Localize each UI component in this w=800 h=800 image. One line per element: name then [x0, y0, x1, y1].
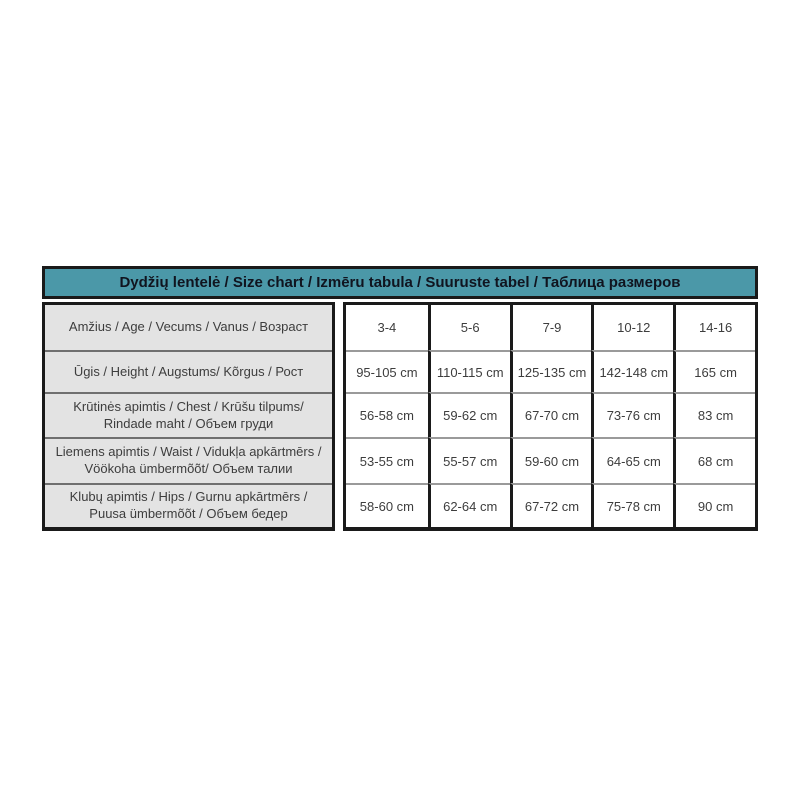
parameter-label-column	[42, 302, 335, 531]
waist-value: 64-65 cm	[591, 437, 673, 483]
row-label-age: Amžius / Age / Vecums / Vanus / Возраст	[68, 319, 309, 335]
hips-value: 67-72 cm	[510, 483, 592, 527]
row-label-height: Ūgis / Height / Augstums/ Kõrgus / Рост	[45, 350, 332, 392]
row-label-waist: Liemens apimtis / Waist / Vidukļa apkārtmērs / Vöökoha ümbermõõt/ Объем талии	[45, 437, 332, 483]
size-chart-table	[42, 266, 758, 531]
height-value: 95-105 cm	[346, 350, 428, 392]
size-chart-title: Dydžių lentelė / Size chart / Izmēru tabula / Suuruste tabel / Таблица размеров	[119, 274, 681, 291]
chest-value: 56-58 cm	[346, 392, 428, 437]
age-value: 7-9	[510, 305, 592, 350]
waist-value: 68 cm	[673, 437, 755, 483]
row-label-chest: Krūtinės apimtis / Chest / Krūšu tilpums/ Rindade maht / Объем груди	[45, 392, 332, 437]
row-label-hips: Klubų apimtis / Hips / Gurnu apkārtmērs / Puusa ümbermõõt / Объем бедер	[45, 483, 332, 527]
age-value: 14-16	[673, 305, 755, 350]
height-value: 125-135 cm	[510, 350, 592, 392]
waist-value: 53-55 cm	[346, 437, 428, 483]
hips-value: 58-60 cm	[346, 483, 428, 527]
waist-value: 59-60 cm	[510, 437, 592, 483]
hips-value: 90 cm	[673, 483, 755, 527]
height-value: 110-115 cm	[428, 350, 510, 392]
size-values-grid	[343, 302, 758, 531]
size-chart-title-bar	[42, 266, 758, 299]
chest-value: 59-62 cm	[428, 392, 510, 437]
hips-value: 75-78 cm	[591, 483, 673, 527]
age-value: 10-12	[591, 305, 673, 350]
height-value: 165 cm	[673, 350, 755, 392]
age-value: 3-4	[377, 320, 397, 335]
waist-value: 55-57 cm	[428, 437, 510, 483]
height-value: 142-148 cm	[591, 350, 673, 392]
hips-value: 62-64 cm	[428, 483, 510, 527]
chest-value: 83 cm	[673, 392, 755, 437]
chest-value: 73-76 cm	[591, 392, 673, 437]
age-value: 5-6	[428, 305, 510, 350]
size-chart-body	[42, 302, 758, 531]
chest-value: 67-70 cm	[510, 392, 592, 437]
